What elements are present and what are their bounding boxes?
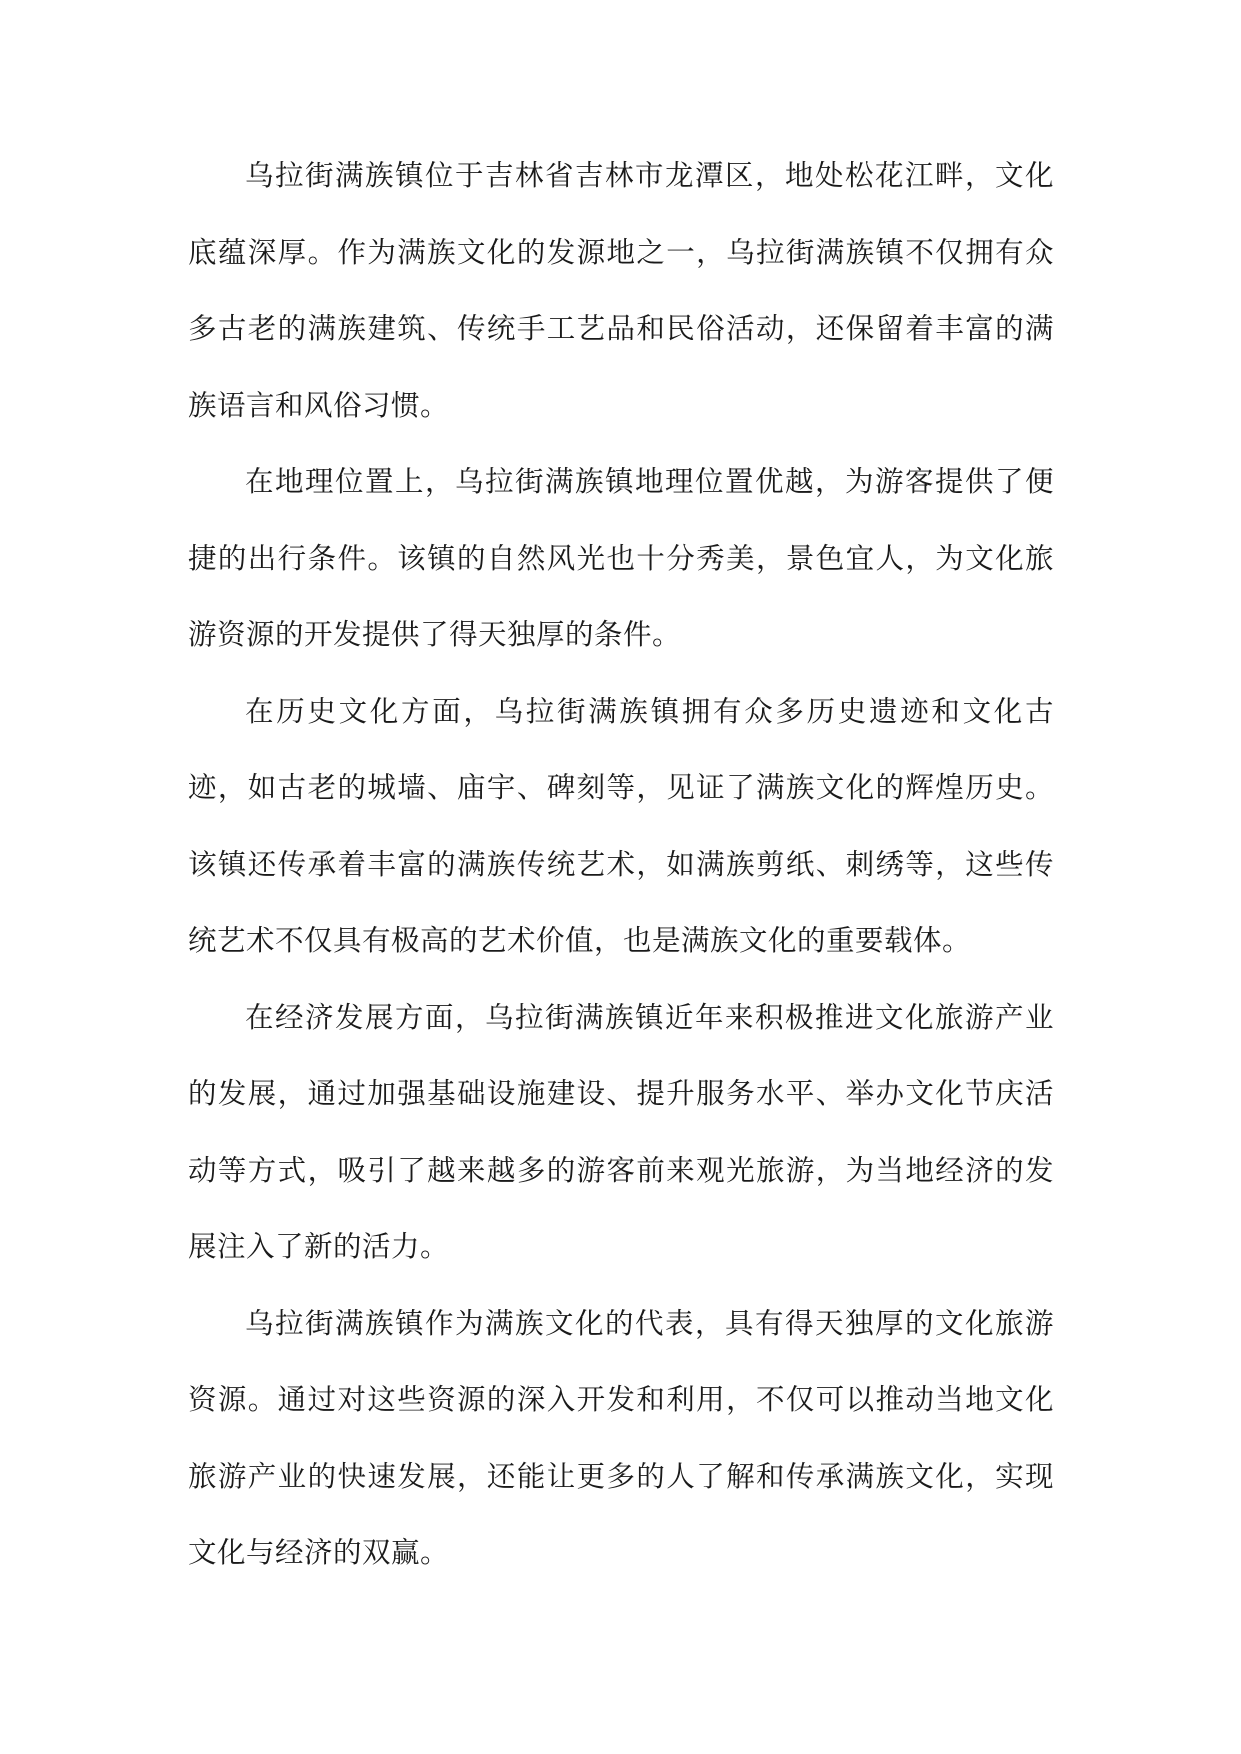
paragraph: 乌拉街满族镇位于吉林省吉林市龙潭区，地处松花江畔，文化底蕴深厚。作为满族文化的发源地之一，乌拉街满族镇不仅拥有众多古老的满族建筑、传统手工艺品和民俗活动，还保留着丰富的满族语言和风俗习惯。 bbox=[188, 159, 1054, 422]
document-body bbox=[188, 138, 1054, 1592]
paragraph: 在地理位置上，乌拉街满族镇地理位置优越，为游客提供了便捷的出行条件。该镇的自然风光也十分秀美，景色宜人，为文化旅游资源的开发提供了得天独厚的条件。 bbox=[188, 465, 1054, 651]
paragraph: 在历史文化方面，乌拉街满族镇拥有众多历史遗迹和文化古迹，如古老的城墙、庙宇、碑刻等，见证了满族文化的辉煌历史。该镇还传承着丰富的满族传统艺术，如满族剪纸、刺绣等，这些传统艺术不仅具有极高的艺术价值，也是满族文化的重要载体。 bbox=[188, 694, 1054, 957]
paragraph: 乌拉街满族镇作为满族文化的代表，具有得天独厚的文化旅游资源。通过对这些资源的深入开发和利用，不仅可以推动当地文化旅游产业的快速发展，还能让更多的人了解和传承满族文化，实现文化与经济的双赢。 bbox=[188, 1306, 1054, 1569]
paragraph: 在经济发展方面，乌拉街满族镇近年来积极推进文化旅游产业的发展，通过加强基础设施建设、提升服务水平、举办文化节庆活动等方式，吸引了越来越多的游客前来观光旅游，为当地经济的发展注入了新的活力。 bbox=[188, 1000, 1054, 1263]
